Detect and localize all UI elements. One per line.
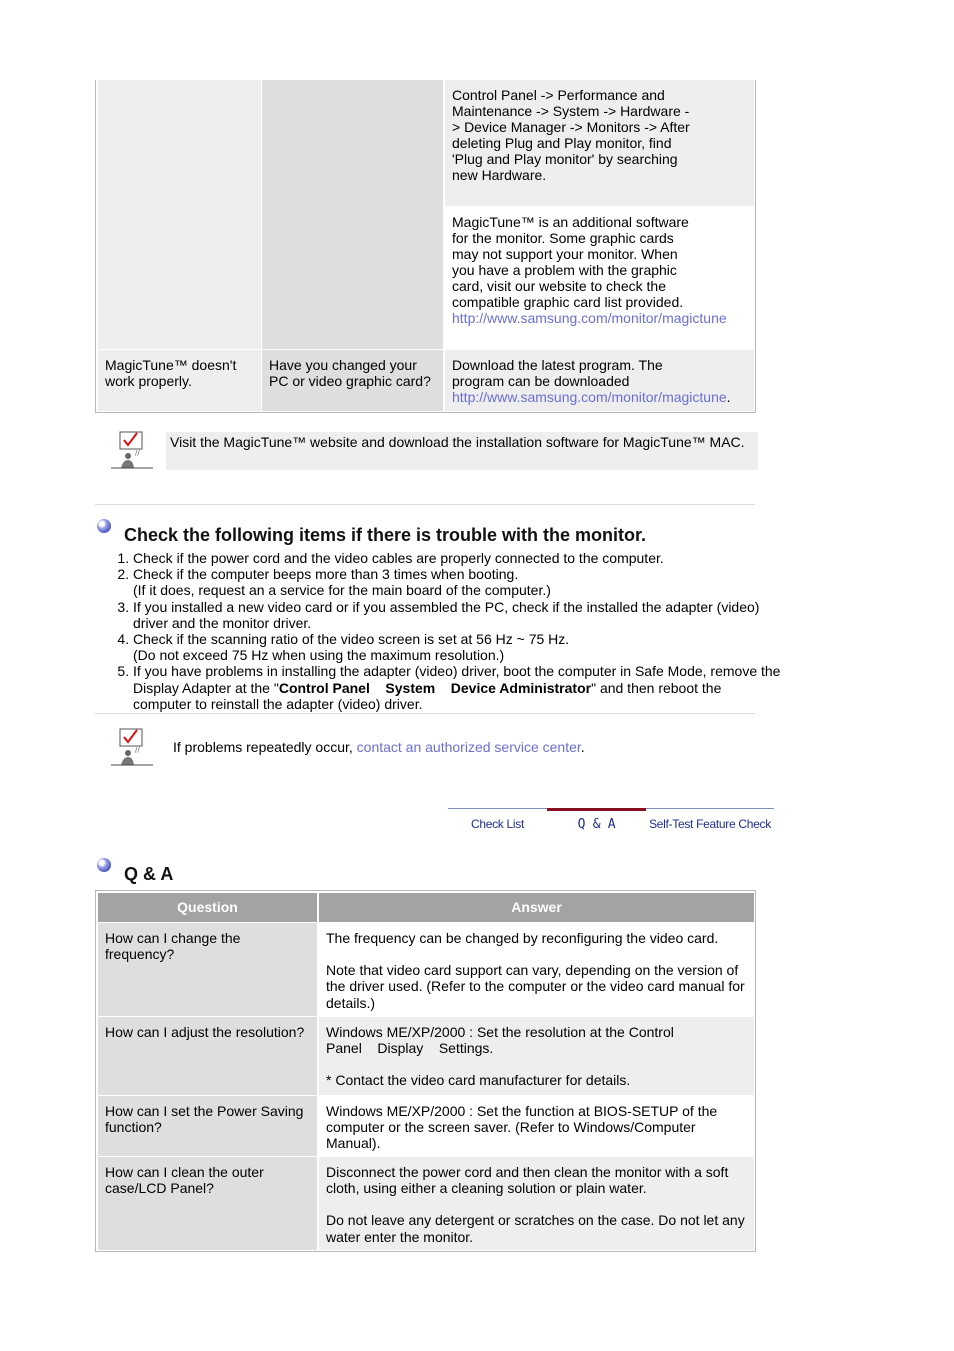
table-row-question: How can I change the frequency? <box>98 923 317 1016</box>
table-row-answer: Windows ME/XP/2000 : Set the function at BIOS-SETUP of the computer or the screen saver. (Refer to Windows/Computer Manual). <box>319 1096 754 1156</box>
table-row-answer: Windows ME/XP/2000 : Set the resolution at the Control Panel Display Settings. * Contact the video card manufacturer for details. <box>319 1017 754 1095</box>
answer-text: MagicTune™ is an additional software for the monitor. Some graphic cards may not support your monitor. When you have a problem with the graphic card, visit our website to check the compatible graphic card list provided. <box>452 214 689 310</box>
section-title-qa: Q & A <box>124 864 174 884</box>
svg-text://: // <box>135 746 140 754</box>
divider <box>95 504 755 505</box>
magictune-download-link[interactable]: http://www.samsung.com/monitor/magictune <box>452 389 727 405</box>
list-item: 3. If you installed a new video card or if you assembled the PC, check if the installed the adapter (video) driver and the monitor driver. <box>133 599 783 631</box>
tab-qa[interactable]: Q & A <box>547 808 646 836</box>
checklist <box>105 550 783 712</box>
service-center-link[interactable]: contact an authorized service center <box>356 739 581 755</box>
divider <box>95 713 755 714</box>
column-header-question: Question <box>98 893 317 922</box>
column-header-answer: Answer <box>319 893 754 922</box>
list-item: 2. Check if the computer beeps more than 3 times when booting. (If it does, request an a service for the main board of the computer.) <box>133 566 783 598</box>
check-text: Have you changed your PC or video graphic card? <box>269 357 431 389</box>
list-item: 4. Check if the scanning ratio of the video screen is set at 56 Hz ~ 75 Hz. (Do not exceed 75 Hz when using the maximum resolution.) <box>133 631 783 663</box>
tab-check-list[interactable]: Check List <box>448 808 547 836</box>
menu-path: Control Panel System Device Administrator <box>278 679 592 696</box>
problem-text: MagicTune™ doesn't work properly. <box>105 357 237 389</box>
table-row-question: How can I clean the outer case/LCD Panel? <box>98 1157 317 1250</box>
section-bullet-icon <box>97 519 111 533</box>
section-title-checklist: Check the following items if there is trouble with the monitor. <box>124 525 647 545</box>
problem-cell-empty <box>98 80 261 349</box>
table-row-answer: The frequency can be changed by reconfiguring the video card. Note that video card support can vary, depending on the version of the driver used. (Refer to the computer or the video card manual for details.) <box>319 923 754 1016</box>
magictune-link[interactable]: http://www.samsung.com/monitor/magictune <box>452 310 727 326</box>
table-row-question: How can I adjust the resolution? <box>98 1017 317 1095</box>
table-row-answer: Disconnect the power cord and then clean the monitor with a soft cloth, using either a cleaning solution or plain water. Do not leave any detergent or scratches on the case. Do not let any water enter the monitor. <box>319 1157 754 1250</box>
note-check-icon <box>109 728 155 766</box>
qa-table <box>95 890 756 1252</box>
answer-cell-magictune-info <box>445 207 754 349</box>
answer-text: Control Panel -> Performance and Maintenance -> System -> Hardware -> Device Manager -> Monitors -> After deleting Plug and Play monitor, find 'Plug and Play monitor' by searching new Hardware. <box>452 87 690 183</box>
answer-text: Download the latest program. The program can be downloaded <box>452 357 663 389</box>
list-item: 1. Check if the power cord and the video cables are properly connected to the computer. <box>133 550 783 566</box>
check-cell-empty <box>262 80 443 349</box>
answer-cell-device-manager <box>445 80 754 206</box>
problem-cell-magictune <box>98 350 261 411</box>
period: . <box>726 389 731 405</box>
note-text: If problems repeatedly occur, contact an authorized service center. <box>173 739 585 755</box>
check-cell-changed-card <box>262 350 443 411</box>
answer-cell-download <box>445 350 754 411</box>
tab-bar <box>448 808 774 836</box>
list-item: 5. If you have problems in installing the adapter (video) driver, boot the computer in Safe Mode, remove the Display Adapter at the "Control Panel System Device Administrator" and then reboot the computer to reinstall the adapter (video) driver. <box>133 663 783 712</box>
section-bullet-icon <box>97 858 111 872</box>
tab-self-test[interactable]: Self-Test Feature Check <box>646 808 774 836</box>
troubleshooting-table <box>95 80 756 413</box>
table-row-question: How can I set the Power Saving function? <box>98 1096 317 1156</box>
note-text: Visit the MagicTune™ website and download the installation software for MagicTune™ MAC. <box>170 434 745 450</box>
svg-text://: // <box>135 449 140 457</box>
note-check-icon <box>109 431 155 469</box>
